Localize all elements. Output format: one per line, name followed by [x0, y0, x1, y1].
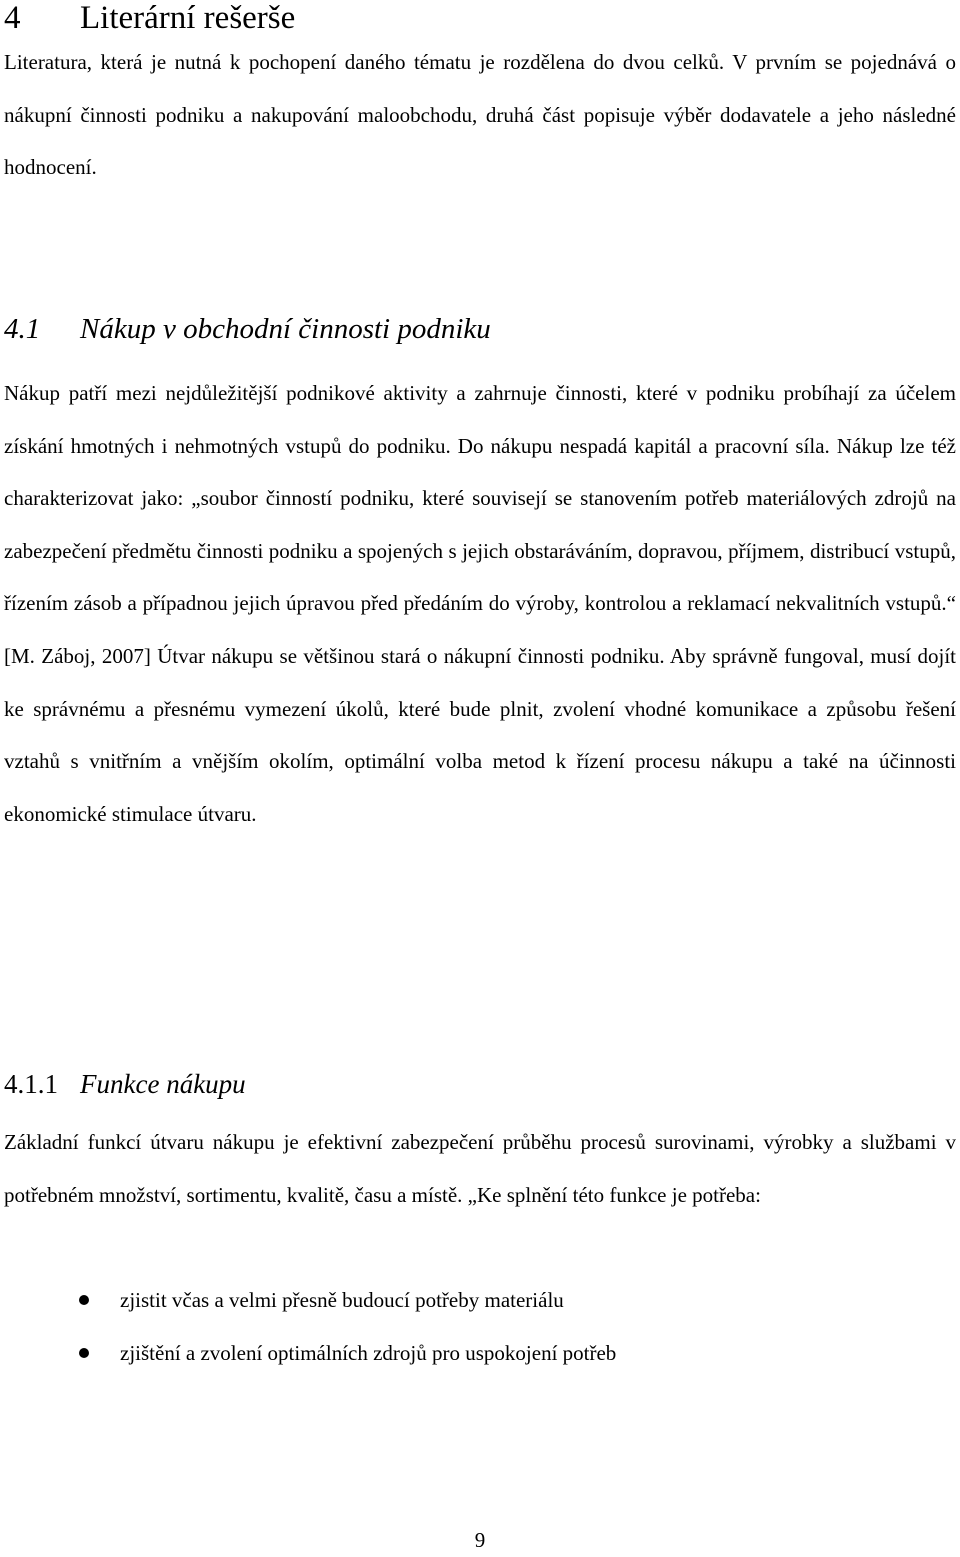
chapter-heading — [4, 0, 295, 40]
list-item-text: zjištění a zvolení optimálních zdrojů pro uspokojení potřeb — [120, 1340, 617, 1365]
chapter-number: 4 — [4, 0, 21, 36]
page-number: 9 — [474, 1528, 486, 1552]
subsection-number: 4.1.1 — [4, 1069, 58, 1099]
subsection-heading — [4, 1062, 246, 1106]
section-title: Nákup v obchodní činnosti podniku — [80, 313, 491, 345]
intro-paragraph: Literatura, která je nutná k pochopení daného tématu je rozdělena do dvou celků. V prvním se pojednává o nákupní činnosti podniku a nakupování maloobchodu, druhá část popisuje výběr dodavatele a jeho následné hodnocení. — [4, 50, 956, 180]
chapter-title: Literární rešerše — [80, 0, 296, 36]
subsection-title: Funkce nákupu — [80, 1069, 246, 1099]
bullet-icon — [79, 1348, 89, 1358]
section-paragraph: Nákup patří mezi nejdůležitější podnikové aktivity a zahrnuje činnosti, které v podniku probíhají za účelem získání hmotných i nehmotných vstupů do podniku. Do nákupu nespadá kapitál a pracovní síla. Nákup lze též charakterizovat jako: „soubor činností podniku, které souvisejí se stanovením potřeb materiálových zdrojů na zabezpečení předmětu činnosti podniku a spojených s jejich obstaráváním, dopravou, příjmem, distribucí vstupů, řízením zásob a případnou jejich úpravou před předáním do výroby, kontrolou a reklamací nekvalitních vstupů.“ [M. Záboj, 2007] Útvar nákupu se většinou stará o nákupní činnosti podniku. Aby správně fungoval, musí dojít ke správnému a přesnému vymezení úkolů, které bude plnit, zvolení vhodné komunikace a způsobu řešení vztahů s vnitřním a vnějším okolím, optimální volba metod k řízení procesu nákupu a také na účinnosti ekonomické stimulace útvaru. — [4, 381, 956, 826]
section-heading — [4, 307, 491, 351]
subsection-paragraph: Základní funkcí útvaru nákupu je efektivní zabezpečení průběhu procesů surovinami, výrobky a službami v potřebném množství, sortimentu, kvalitě, času a místě. „Ke splnění této funkce je potřeba: — [4, 1130, 956, 1207]
bullet-list — [0, 1274, 960, 1379]
list-item — [0, 1274, 960, 1327]
section-number: 4.1 — [4, 313, 41, 345]
list-item-text: zjistit včas a velmi přesně budoucí potřeby materiálu — [120, 1288, 564, 1312]
bullet-icon — [79, 1295, 89, 1305]
list-item — [0, 1327, 960, 1380]
